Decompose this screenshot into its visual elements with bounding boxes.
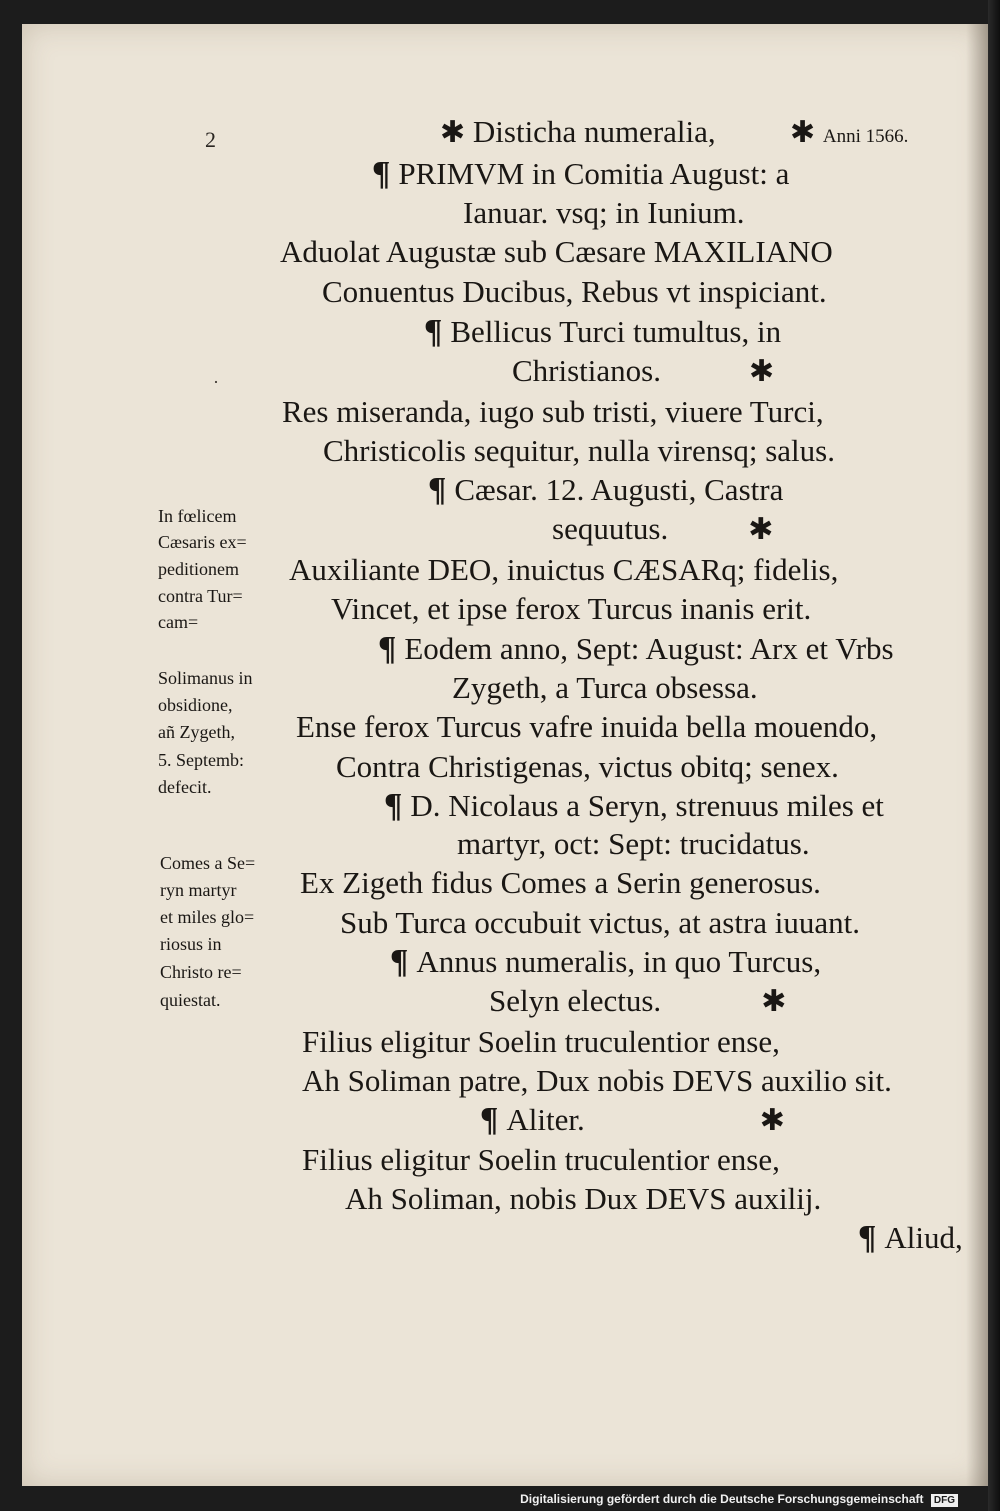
verse-line: Res miseranda, iugo sub tristi, viuere Turci, [282,394,824,429]
pilcrow-icon: ¶ [480,1101,499,1138]
margin-note: contra Tur= [158,586,243,606]
pilcrow-icon: ¶ [858,1219,877,1256]
heading-line: ¶ Annus numeralis, in quo Turcus, [390,943,822,980]
margin-note: et miles glo= [160,907,255,927]
margin-note: ryn martyr [160,880,237,900]
asterisk-icon: ✱ [748,513,774,546]
pilcrow-icon: ¶ [372,155,391,192]
heading-line: Ianuar. vsq; in Iunium. [463,195,745,230]
margin-note: defecit. [158,777,212,797]
heading-line: ¶ Cæsar. 12. Augusti, Castra [428,471,784,508]
margin-note: Cæsaris ex= [158,532,247,552]
asterisk-icon: ✱ [440,116,466,149]
verse-line: Christicolis sequitur, nulla virensq; salus. [323,433,835,468]
asterisk-icon: ✱ [759,1104,785,1137]
catchword: ¶ Aliud, [858,1219,963,1256]
heading-line: sequutus. ✱ [552,511,774,546]
heading-line: ¶ D. Nicolaus a Seryn, strenuus miles et [384,787,884,824]
margin-note: quiestat. [160,990,221,1010]
verse-line: Filius eligitur Soelin truculentior ense, [302,1142,780,1177]
header-year-line [790,114,908,155]
header-year: Anni 1566. [822,126,909,147]
verse-line: Ah Soliman patre, Dux nobis DEVS auxilio sit. [302,1063,892,1098]
pilcrow-icon: ¶ [428,471,447,508]
heading-line: Zygeth, a Turca obsessa. [452,670,758,705]
verse-line: Ex Zigeth fidus Comes a Serin generosus. [300,865,821,900]
verse-line: Contra Christigenas, victus obitq; senex. [336,749,839,784]
verse-line: Conuentus Ducibus, Rebus vt inspiciant. [322,274,827,309]
verse-line: Vincet, et ipse ferox Turcus inanis erit. [331,591,812,626]
pilcrow-icon: ¶ [378,630,397,667]
heading-line: martyr, oct: Sept: trucidatus. [457,826,810,861]
asterisk-icon: ✱ [761,985,787,1018]
verse-line: Filius eligitur Soelin truculentior ense, [302,1024,780,1059]
book-spine [988,0,1000,1511]
margin-note: añ Zygeth, [158,722,235,742]
margin-note: obsidione, [158,695,233,715]
margin-note: Solimanus in [158,668,253,688]
digitization-credit [520,1492,958,1507]
margin-note: 5. Septemb: [158,750,244,770]
heading-line: ¶ Aliter. ✱ [480,1101,785,1138]
heading-line: ¶ Bellicus Turci tumultus, in [424,313,782,350]
heading-line: Selyn electus. ✱ [489,983,787,1018]
page-mark: · [213,372,219,392]
margin-note: Comes a Se= [160,853,256,873]
margin-note: cam= [158,612,199,632]
folio-number: 2 [205,127,216,152]
verse-line: Ah Soliman, nobis Dux DEVS auxilij. [345,1181,822,1216]
verse-line: Sub Turca occubuit victus, at astra iuuant. [340,905,861,940]
pilcrow-icon: ¶ [390,943,409,980]
heading-line: ¶ PRIMVM in Comitia August: a [372,155,790,192]
heading-line: Christianos. ✱ [512,353,775,388]
margin-note: riosus in [160,934,222,954]
header-title: Disticha numeralia, [472,114,716,149]
verse-line: Auxiliante DEO, inuictus CÆSARq; fidelis, [289,552,839,587]
verse-line: Ense ferox Turcus vafre inuida bella mouendo, [296,709,878,744]
margin-note: peditionem [158,559,239,579]
header-title-line [440,114,716,151]
asterisk-icon: ✱ [790,116,816,149]
credit-text: Digitalisierung gefördert durch die Deutsche Forschungsgemeinschaft [520,1492,924,1506]
margin-note: In fœlicem [158,506,237,526]
asterisk-icon: ✱ [748,355,775,388]
pilcrow-icon: ¶ [384,787,403,824]
verse-line: Aduolat Augustæ sub Cæsare MAXILIANO [280,234,833,269]
margin-note: Christo re= [160,962,242,982]
dfg-logo: DFG [931,1494,958,1507]
pilcrow-icon: ¶ [424,313,443,350]
heading-line: ¶ Eodem anno, Sept: August: Arx et Vrbs [378,630,894,667]
